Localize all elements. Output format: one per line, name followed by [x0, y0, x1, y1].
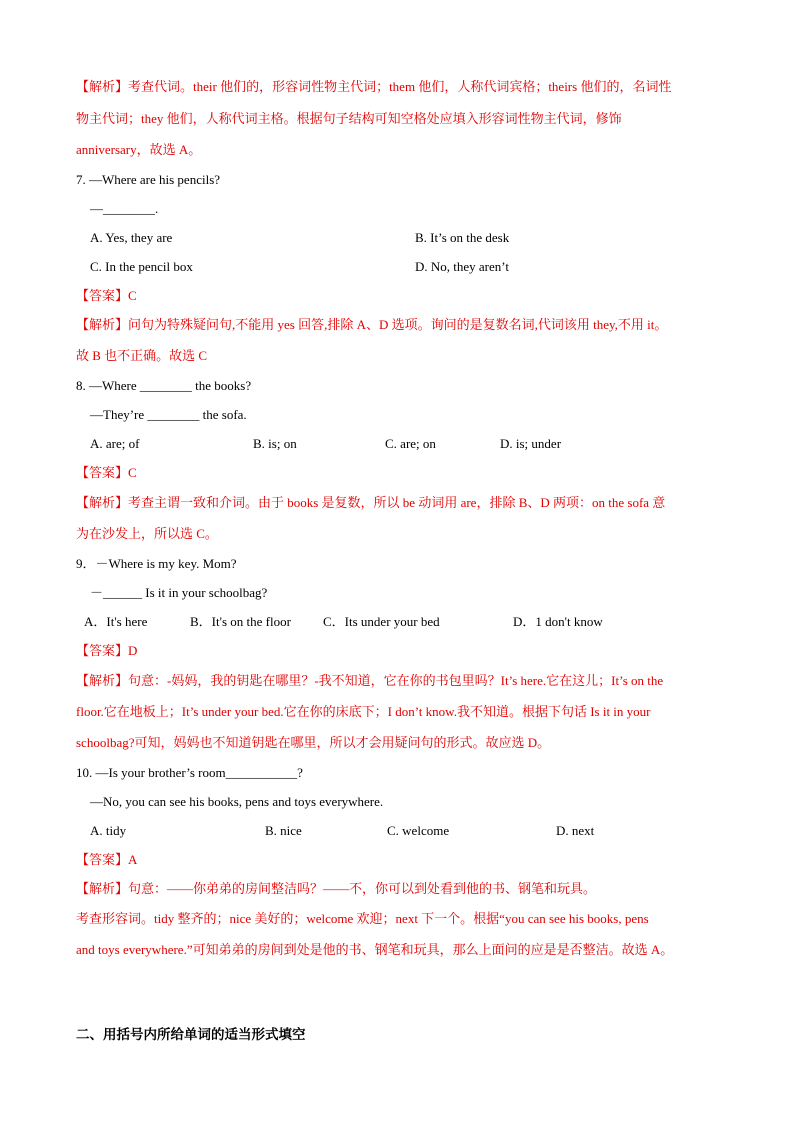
q8-explain-line-1: 【解析】考查主谓一致和介词。由于 books 是复数，所以 be 动词用 are，排除 B、D 两项：on the sofa 意	[76, 495, 666, 510]
q7-stem: 7. —Where are his pencils?	[76, 172, 221, 187]
q9-option-d: D．1 don't know	[513, 614, 603, 629]
q10-answer: 【答案】A	[76, 852, 138, 867]
q8-explain-line-2: 为在沙发上，所以选 C。	[76, 526, 218, 541]
q10-reply: —No, you can see his books, pens and toys everywhere.	[90, 794, 384, 809]
section-heading: 二、用括号内所给单词的适当形式填空	[76, 1027, 306, 1043]
q9-option-c: C．Its under your bed	[323, 614, 440, 629]
q7-option-b: B. It’s on the desk	[415, 230, 510, 245]
q8-stem: 8. —Where ________ the books?	[76, 378, 252, 393]
q10-option-a: A. tidy	[90, 823, 127, 838]
q7-option-a: A. Yes, they are	[90, 230, 173, 245]
q8-answer: 【答案】C	[76, 465, 137, 480]
q6-explain-line-1: 【解析】考查代词。their 他们的，形容词性物主代词；them 他们，人称代词宾格；theirs 他们的，名词性	[76, 79, 672, 94]
q10-option-c: C. welcome	[387, 823, 450, 838]
q7-option-c: C. In the pencil box	[90, 259, 193, 274]
q8-option-a: A. are; of	[90, 436, 140, 451]
q9-explain-line-3: schoolbag?可知，妈妈也不知道钥匙在哪里，所以才会用疑问句的形式。故应选 D。	[76, 735, 551, 750]
q9-answer: 【答案】D	[76, 643, 138, 658]
q8-option-c: C. are; on	[385, 436, 436, 451]
q9-option-b: B．It's on the floor	[190, 614, 291, 629]
q10-explain-line-1: 【解析】句意：——你弟弟的房间整洁吗？——不，你可以到处看到他的书、钢笔和玩具。	[76, 881, 597, 896]
q9-stem: 9．－Where is my key. Mom?	[76, 556, 237, 571]
q10-option-d: D. next	[556, 823, 595, 838]
q6-explain-line-3: anniversary，故选 A。	[76, 142, 202, 157]
q6-explain-line-2: 物主代词；they 他们，人称代词主格。根据句子结构可知空格处应填入形容词性物主代词，修饰	[76, 111, 622, 126]
q10-stem: 10. —Is your brother’s room___________?	[76, 765, 303, 780]
q9-explain-line-1: 【解析】句意：-妈妈，我的钥匙在哪里？-我不知道，它在你的书包里吗？It’s here.它在这儿；It’s on the	[76, 673, 664, 688]
q7-reply: —________.	[90, 201, 159, 216]
q7-option-d: D. No, they aren’t	[415, 259, 509, 274]
q9-reply: －______ Is it in your schoolbag?	[90, 585, 268, 600]
q7-explain-line-1: 【解析】问句为特殊疑问句,不能用 yes 回答,排除 A、D 选项。询问的是复数名词,代词该用 they,不用 it。	[76, 317, 668, 332]
q7-explain-line-2: 故 B 也不正确。故选 C	[76, 348, 208, 363]
q9-explain-line-2: floor.它在地板上；It’s under your bed.它在你的床底下；I don’t know.我不知道。根据下句话 Is it in your	[76, 704, 651, 719]
q10-option-b: B. nice	[265, 823, 302, 838]
q8-option-b: B. is; on	[253, 436, 297, 451]
q8-option-d: D. is; under	[500, 436, 562, 451]
q9-option-a: A．It's here	[84, 614, 148, 629]
q10-explain-line-3: and toys everywhere.”可知弟弟的房间到处是他的书、钢笔和玩具，那么上面问的应是是否整洁。故选 A。	[76, 942, 674, 957]
q7-answer: 【答案】C	[76, 288, 137, 303]
q8-reply: —They’re ________ the sofa.	[90, 407, 247, 422]
q10-explain-line-2: 考查形容词。tidy 整齐的；nice 美好的；welcome 欢迎；next 下一个。根据“you can see his books, pens	[76, 911, 649, 926]
